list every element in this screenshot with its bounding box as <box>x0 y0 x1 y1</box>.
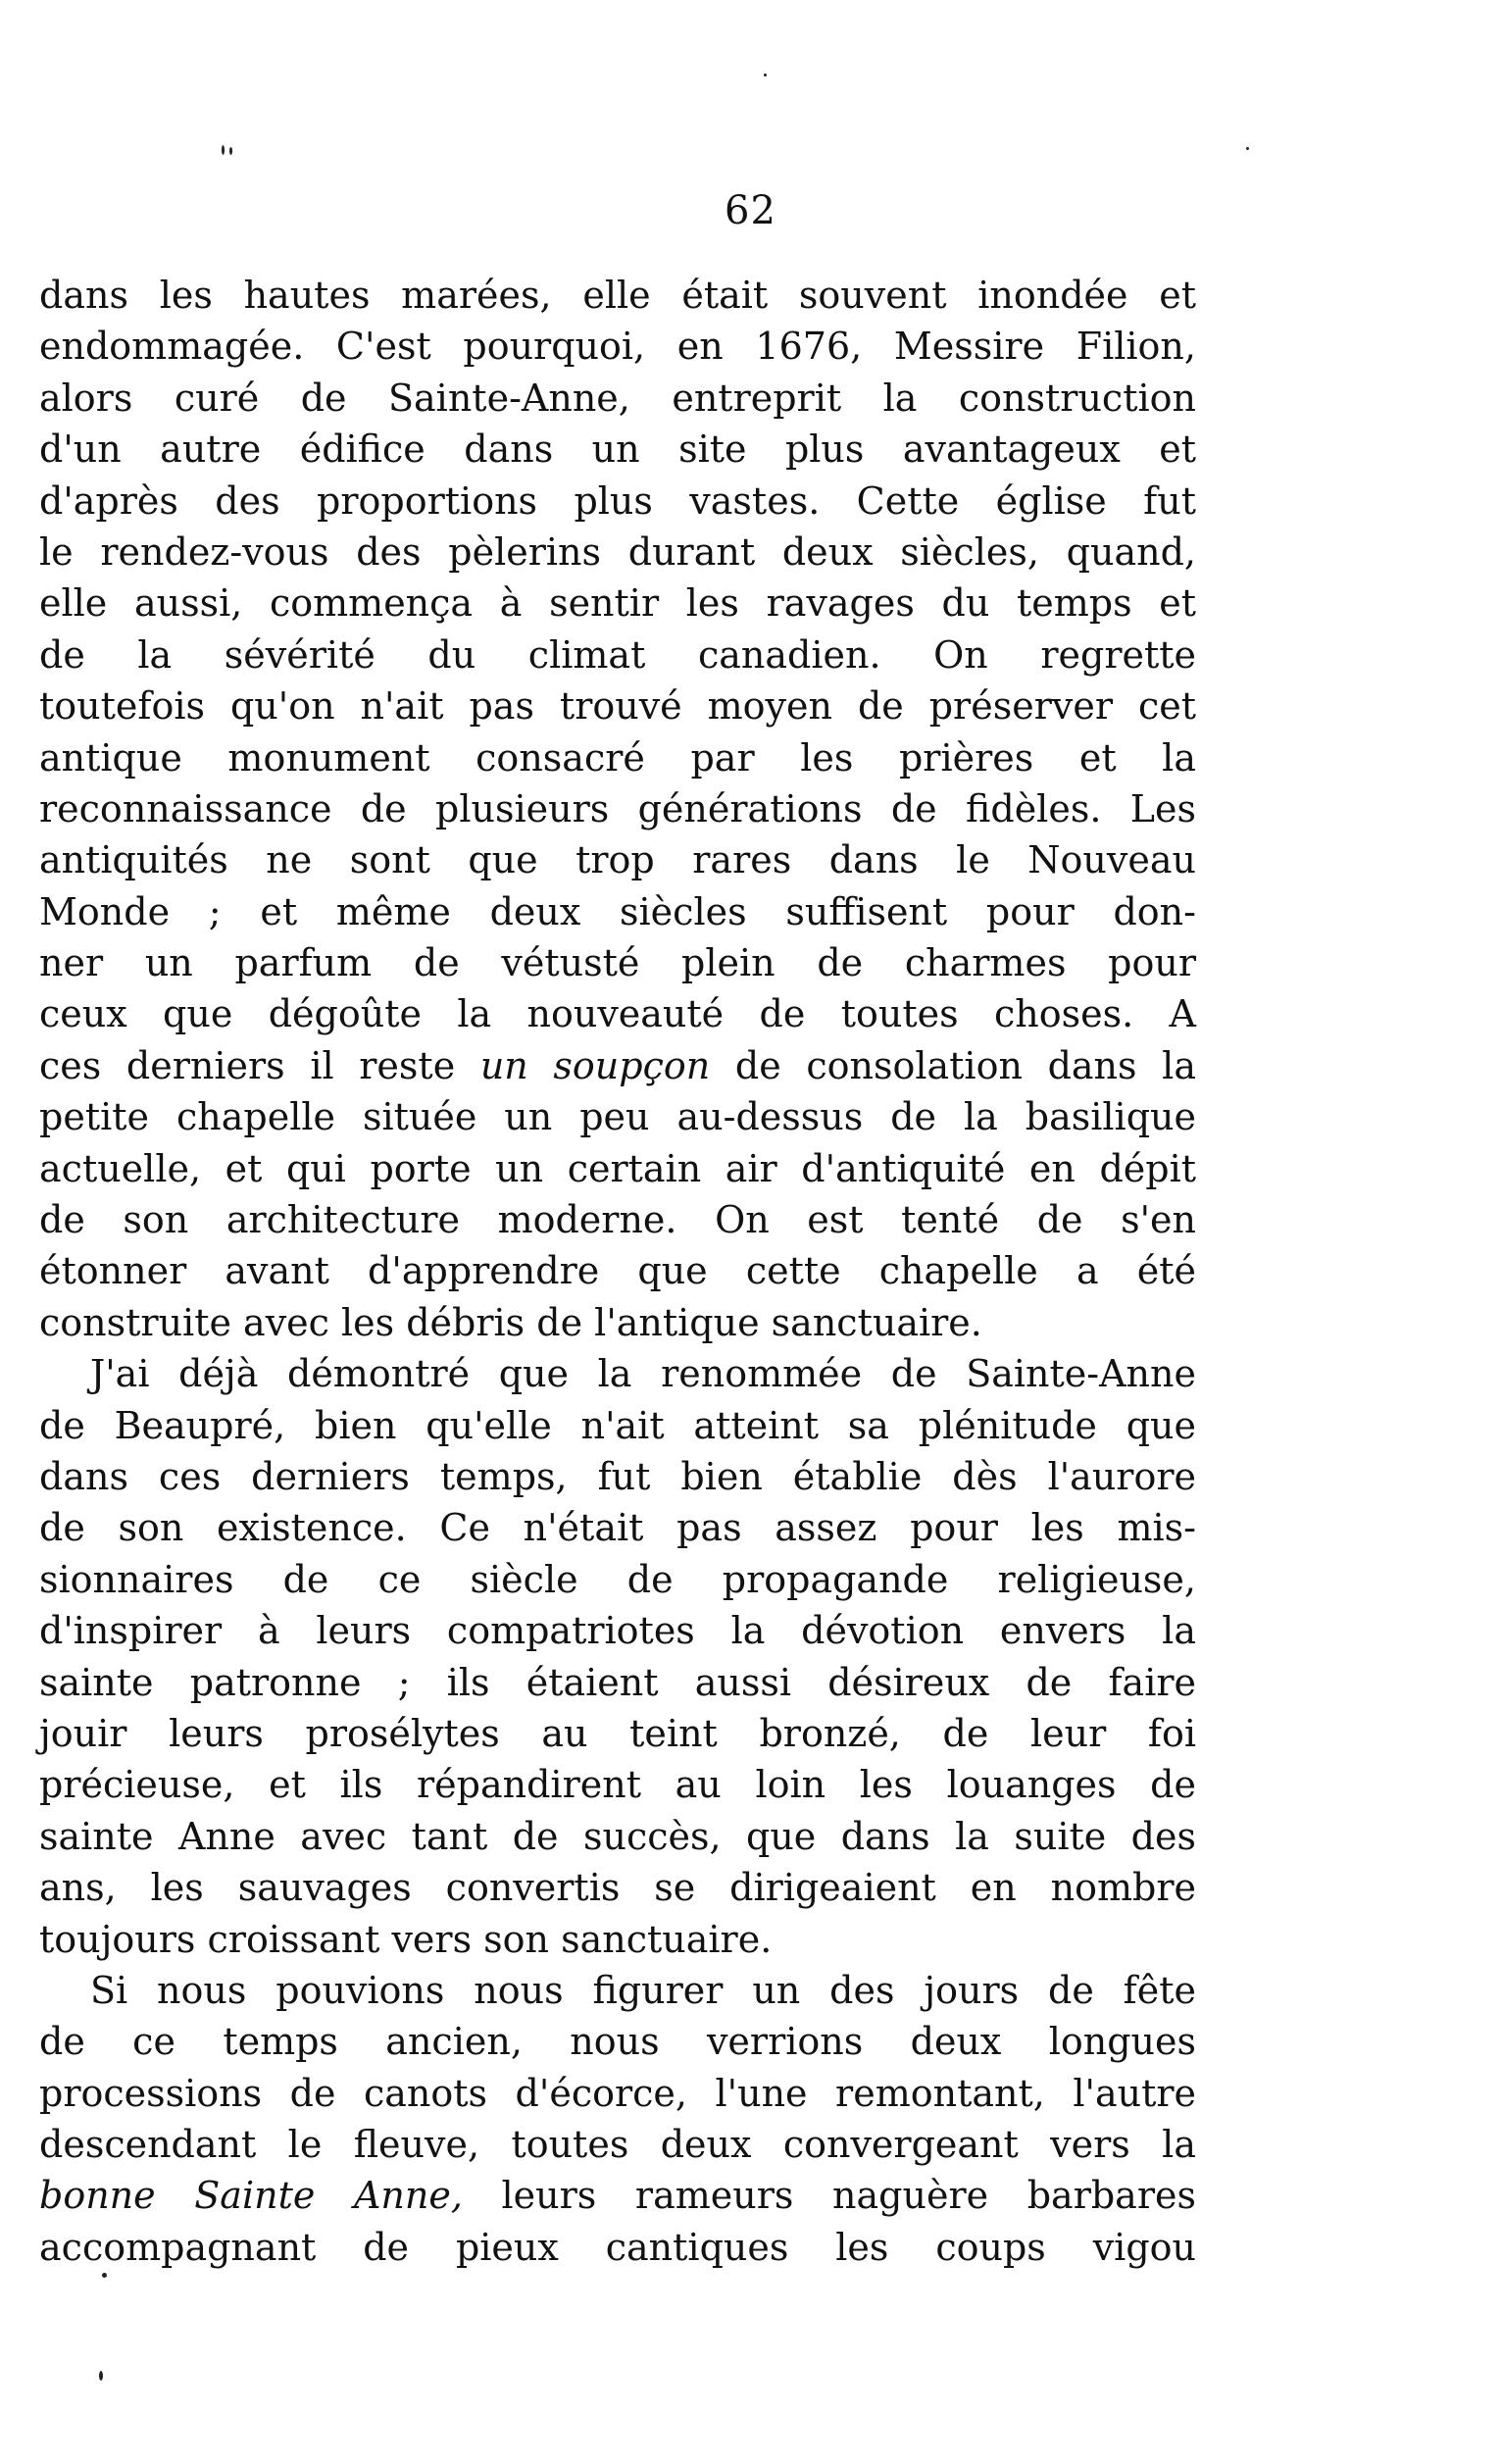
text-segment: descendant le fleuve, toutes deux convergeant vers la <box>39 2123 1196 2167</box>
text-line <box>39 527 1196 578</box>
text-line <box>39 270 1196 321</box>
scan-speck <box>222 145 225 155</box>
text-line <box>39 1554 1196 1605</box>
text-segment: ceux que dégoûte la nouveauté de toutes choses. A <box>39 992 1196 1036</box>
text-line <box>39 476 1196 527</box>
text-line <box>39 834 1196 885</box>
text-segment: d'un autre édifice dans un site plus avantageux et <box>39 427 1196 472</box>
text-segment: précieuse, et ils répandirent au loin les louanges de <box>39 1763 1196 1807</box>
text-line <box>39 1040 1196 1091</box>
text-segment: de consolation dans la <box>710 1043 1196 1087</box>
text-line <box>39 1451 1196 1502</box>
text-segment: d'après des proportions plus vastes. Cette église fut <box>39 478 1196 523</box>
text-segment: dans ces derniers temps, fut bien établie dès l'aurore <box>39 1454 1196 1498</box>
text-segment: leurs rameurs naguère barbares <box>462 2174 1196 2218</box>
text-segment: Monde ; et même deux siècles suffisent pour don- <box>39 889 1196 933</box>
text-segment: J'ai déjà démontré que la renommée de Sainte-Anne <box>90 1352 1196 1396</box>
text-line <box>39 1914 1196 1965</box>
text-line <box>39 424 1196 475</box>
text-segment: antiquités ne sont que trop rares dans le Nouveau <box>39 838 1196 882</box>
text-segment: étonner avant d'apprendre que cette chapelle a été <box>39 1249 1196 1293</box>
body-text <box>39 270 1196 2273</box>
text-line <box>39 680 1196 731</box>
text-segment: antique monument consacré par les prières et la <box>39 735 1196 779</box>
text-segment: toutefois qu'on n'ait pas trouvé moyen de préserver cet <box>39 684 1196 729</box>
text-segment: reconnaissance de plusieurs générations de fidèles. Les <box>39 786 1196 830</box>
text-segment: ans, les sauvages convertis se dirigeaient en nombre <box>39 1866 1196 1910</box>
text-segment: Si nous pouvions nous figurer un des jours de fête <box>90 1968 1196 2012</box>
text-segment: jouir leurs prosélytes au teint bronzé, de leur foi <box>39 1711 1196 1755</box>
text-line <box>39 2016 1196 2067</box>
text-line <box>39 988 1196 1039</box>
text-line <box>39 2068 1196 2119</box>
text-line <box>39 2119 1196 2170</box>
text-segment: de ce temps ancien, nous verrions deux longues <box>39 2020 1196 2064</box>
text-segment: accompagnant de pieux cantiques les coups vigou <box>39 2225 1196 2269</box>
text-line <box>39 1297 1196 1348</box>
text-line <box>39 1811 1196 1862</box>
text-line <box>39 732 1196 783</box>
text-line <box>39 1502 1196 1553</box>
text-segment: dans les hautes marées, elle était souvent inondée et <box>39 274 1196 317</box>
text-segment: construite avec les débris de l'antique sanctuaire. <box>39 1300 982 1344</box>
text-line <box>39 1965 1196 2016</box>
text-line <box>39 886 1196 937</box>
text-line <box>39 1759 1196 1810</box>
scan-speck <box>102 2273 107 2278</box>
text-segment: endommagée. C'est pourquoi, en 1676, Messire Filion, <box>39 325 1196 369</box>
text-segment: sainte patronne ; ils étaient aussi désireux de faire <box>39 1660 1196 1704</box>
text-segment: d'inspirer à leurs compatriotes la dévotion envers la <box>39 1609 1196 1653</box>
text-line <box>39 2222 1196 2273</box>
scan-speck <box>99 2371 103 2381</box>
text-line <box>39 1605 1196 1656</box>
text-line <box>39 1091 1196 1142</box>
text-line <box>39 1348 1196 1399</box>
scan-speck <box>1246 147 1249 150</box>
text-line <box>39 1245 1196 1296</box>
text-segment: sainte Anne avec tant de succès, que dans la suite des <box>39 1814 1196 1858</box>
text-line <box>39 937 1196 988</box>
text-segment: actuelle, et qui porte un certain air d'antiquité en dépit <box>39 1146 1196 1190</box>
text-line <box>39 629 1196 680</box>
text-segment: le rendez-vous des pèlerins durant deux siècles, quand, <box>39 529 1196 574</box>
text-segment: alors curé de Sainte-Anne, entreprit la construction <box>39 376 1196 420</box>
text-line <box>39 373 1196 424</box>
text-line <box>39 1400 1196 1451</box>
text-segment: de Beaupré, bien qu'elle n'ait atteint sa plénitude que <box>39 1403 1196 1447</box>
text-line <box>39 1708 1196 1759</box>
text-segment: processions de canots d'écorce, l'une remontant, l'autre <box>39 2071 1196 2115</box>
text-line <box>39 578 1196 629</box>
page-number: 62 <box>725 188 776 233</box>
text-segment: ner un parfum de vétusté plein de charmes pour <box>39 941 1196 985</box>
text-line <box>39 783 1196 834</box>
text-segment: toujours croissant vers son sanctuaire. <box>39 1917 773 1961</box>
text-segment: de son existence. Ce n'était pas assez pour les mis- <box>39 1506 1196 1550</box>
text-segment: elle aussi, commença à sentir les ravages du temps et <box>39 581 1196 626</box>
text-segment: de son architecture moderne. On est tenté de s'en <box>39 1198 1196 1242</box>
text-segment: petite chapelle située un peu au-dessus de la basilique <box>39 1095 1196 1139</box>
text-line <box>39 321 1196 372</box>
text-segment: de la sévérité du climat canadien. On regrette <box>39 632 1196 677</box>
text-line <box>39 1862 1196 1913</box>
scan-speck <box>229 147 232 155</box>
text-segment: sionnaires de ce siècle de propagande religieuse, <box>39 1557 1196 1601</box>
italic-text: bonne Sainte Anne, <box>39 2174 463 2218</box>
text-line <box>39 1194 1196 1245</box>
italic-text: un soupçon <box>479 1043 711 1087</box>
scan-speck <box>764 74 767 76</box>
text-segment: ces derniers il reste <box>39 1043 480 1087</box>
text-line <box>39 1143 1196 1194</box>
text-line <box>39 1657 1196 1708</box>
text-line <box>39 2170 1196 2221</box>
